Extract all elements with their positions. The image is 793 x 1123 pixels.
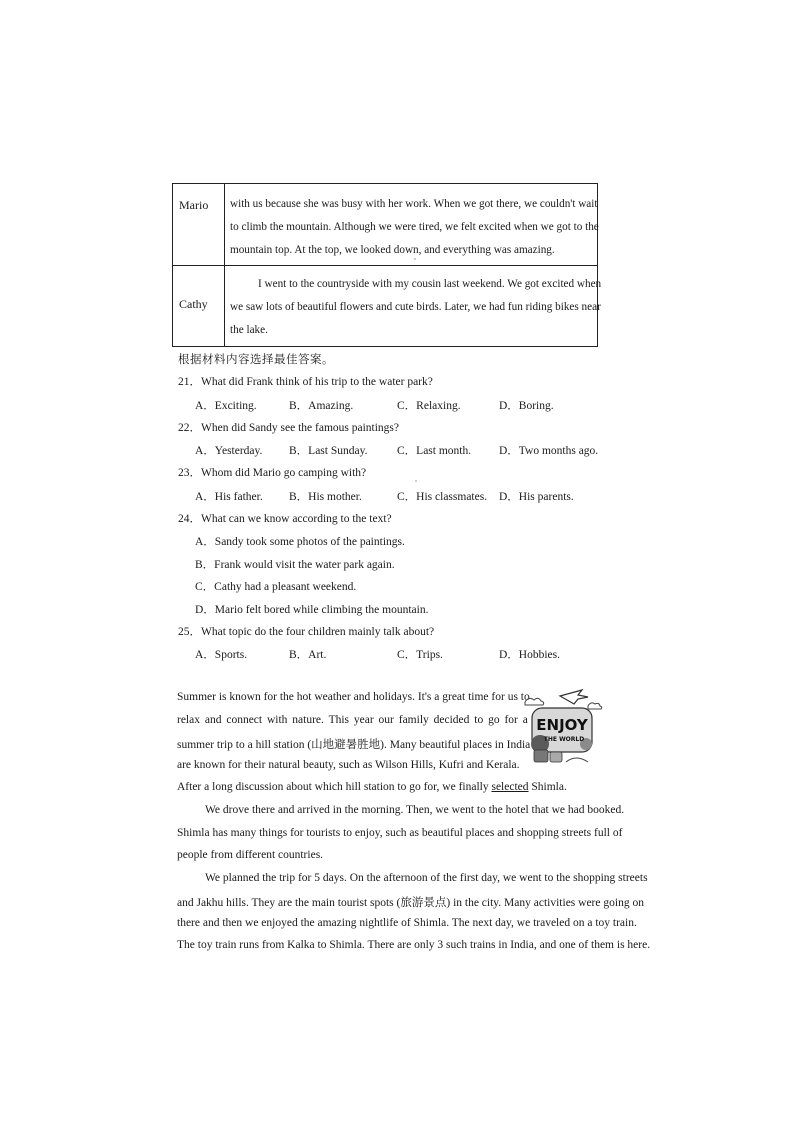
passage-line: and Jakhu hills. They are the main tourist spots (旅游景点) in the city. Many activities were going on — [177, 897, 644, 909]
illustration-word: ENJOY — [536, 716, 588, 734]
name-cell — [173, 184, 225, 265]
scan-speck — [414, 258, 416, 260]
option: B．Amazing. — [289, 400, 354, 412]
option: B．Last Sunday. — [289, 445, 368, 457]
passage-line: We planned the trip for 5 days. On the afternoon of the first day, we went to the shopping streets — [205, 872, 648, 884]
option: C．Cathy had a pleasant weekend. — [195, 581, 357, 593]
text-part: After a long discussion about which hill station to go for, we finally — [177, 781, 492, 793]
enjoy-the-world-illustration — [520, 686, 608, 768]
option: B．His mother. — [289, 491, 362, 503]
speaker-name: Mario — [179, 198, 209, 212]
option: A．Yesterday. — [195, 445, 263, 457]
option: C．Last month. — [397, 445, 472, 457]
underlined-word: selected — [491, 781, 529, 793]
option: B．Art. — [289, 649, 327, 661]
passage-line: The toy train runs from Kalka to Shimla. There are only 3 such trains in India, and one of them is here. — [177, 939, 651, 951]
question-25: 25．What topic do the four children mainly talk about? — [178, 626, 435, 638]
text-line: we saw lots of beautiful flowers and cute birds. Later, we had fun riding bikes near — [230, 301, 601, 313]
text-line: with us because she was busy with her work. When we got there, we couldn't wait — [230, 198, 598, 210]
question-21: 21．What did Frank think of his trip to the water park? — [178, 376, 433, 388]
option: A．Sandy took some photos of the paintings. — [195, 536, 405, 548]
speaker-text — [230, 193, 599, 262]
passage-line: are known for their natural beauty, such as Wilson Hills, Kufri and Kerala. — [177, 759, 520, 771]
option: C．His classmates. — [397, 491, 488, 503]
option: C．Relaxing. — [397, 400, 461, 412]
passage-line: Summer is known for the hot weather and holidays. It's a great time for us to — [177, 691, 530, 703]
option: D．Boring. — [499, 400, 554, 412]
table-row-mario — [173, 184, 597, 266]
name-cell — [173, 265, 225, 347]
option: A．His father. — [195, 491, 263, 503]
option: A．Exciting. — [195, 400, 257, 412]
option: D．Two months ago. — [499, 445, 599, 457]
text-part: Shimla. — [528, 781, 567, 793]
illustration-subtitle: THE WORLD — [543, 736, 585, 743]
scan-speck — [415, 480, 417, 482]
passage-line: We drove there and arrived in the morning. Then, we went to the hotel that we had booked. — [205, 804, 625, 816]
text-table — [172, 183, 602, 347]
question-23: 23．Whom did Mario go camping with? — [178, 467, 367, 479]
passage-line: summer trip to a hill station (山地避暑胜地). Many beautiful places in India — [177, 739, 531, 751]
instruction: 根据材料内容选择最佳答案。 — [178, 352, 334, 366]
option: B．Frank would visit the water park again. — [195, 559, 395, 571]
text-line: I went to the countryside with my cousin last weekend. We got excited when — [258, 278, 602, 290]
text-line: the lake. — [230, 324, 268, 336]
speaker-name: Cathy — [179, 297, 208, 311]
passage-line: there and then we enjoyed the amazing nightlife of Shimla. The next day, we traveled on a toy train. — [177, 917, 637, 929]
option: C．Trips. — [397, 649, 443, 661]
option: D．Mario felt bored while climbing the mountain. — [195, 604, 429, 616]
text-line: mountain top. At the top, we looked down, and everything was amazing. — [230, 244, 555, 256]
passage-line: relax and connect with nature. This year our family decided to go for a — [177, 714, 528, 726]
option: A．Sports. — [195, 649, 248, 661]
question-24: 24．What can we know according to the text? — [178, 513, 392, 525]
passage-line: people from different countries. — [177, 849, 324, 861]
speaker-text — [230, 273, 602, 342]
passage-line — [177, 781, 567, 793]
table-row-cathy — [173, 265, 602, 347]
text-line: to climb the mountain. Although we were tired, we felt excited when we got to the — [230, 221, 599, 233]
question-22: 22．When did Sandy see the famous paintings? — [178, 422, 400, 434]
passage-line: Shimla has many things for tourists to enjoy, such as beautiful places and shopping streets full of — [177, 827, 623, 839]
option: D．His parents. — [499, 491, 574, 503]
option: D．Hobbies. — [499, 649, 561, 661]
